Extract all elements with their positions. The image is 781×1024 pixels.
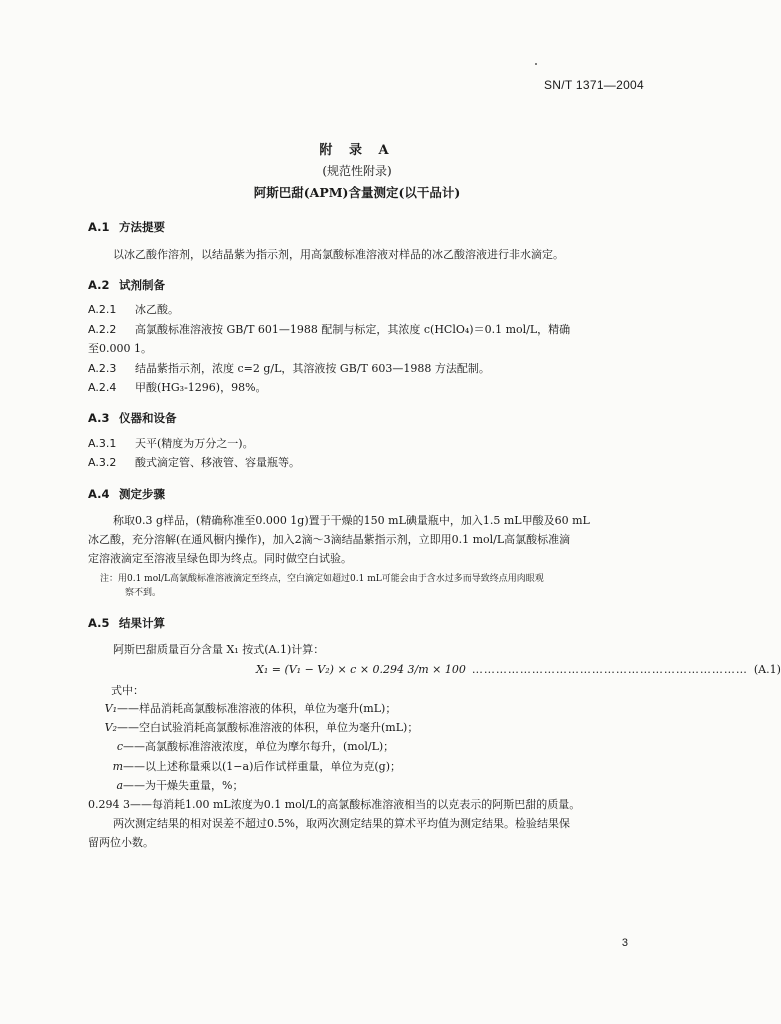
list-item: [88, 323, 570, 337]
list-item: [88, 303, 179, 317]
page-number: 3: [621, 937, 628, 949]
item-text: 天平(精度为万分之一)。: [135, 437, 254, 450]
variable-symbol: c: [116, 740, 123, 753]
formula-intro: 阿斯巴甜质量百分含量 X₁ 按式(A.1)计算：: [113, 643, 325, 656]
item-text: 结晶紫指示剂，浓度 c=2 g/L，其溶液按 GB/T 603—1988 方法配制。: [135, 362, 490, 375]
scan-speck: [535, 63, 537, 65]
section-heading-a2: [88, 277, 165, 293]
item-number: A.2.4: [88, 381, 117, 394]
variable-definition: [72, 702, 396, 716]
section-number: A.2: [88, 278, 110, 292]
constant-definition: 0.294 3——每消耗1.00 mL浓度为0.1 mol/L的高氯酸标准溶液相当的以克表示的阿斯巴甜的质量。: [88, 798, 581, 811]
variable-description: ——空白试验消耗高氯酸标准溶液的体积，单位为毫升(mL)；: [117, 721, 419, 734]
item-text: 酸式滴定管、移液管、容量瓶等。: [135, 456, 300, 469]
section-title: 结果计算: [119, 616, 165, 630]
section-title: 试剂制备: [119, 278, 165, 292]
section-number: A.3: [88, 411, 110, 425]
section-heading-a3: [88, 410, 177, 426]
where-label: 式中：: [111, 684, 144, 697]
item-number: A.3.2: [88, 456, 117, 469]
variable-description: ——高氯酸标准溶液浓度，单位为摩尔每升，(mol/L)；: [123, 740, 395, 753]
paragraph-line: 冰乙酸，充分溶解(在通风橱内操作)，加入2滴～3滴结晶紫指示剂，立即用0.1 mol/L高氯酸标准滴: [88, 533, 571, 546]
variable-symbol: a: [116, 779, 123, 792]
note-line: 注：用0.1 mol/L高氯酸标准溶液滴定至终点，空白滴定如超过0.1 mL可能会由于含水过多而导致终点用肉眼观: [100, 574, 544, 584]
list-item: [88, 381, 267, 395]
formula-a1: [256, 663, 781, 676]
note-line: 察不到。: [125, 588, 162, 598]
result-line: 留两位小数。: [88, 836, 154, 849]
list-item: [88, 456, 300, 470]
paragraph: 以冰乙酸作溶剂，以结晶紫为指示剂，用高氯酸标准溶液对样品的冰乙酸溶液进行非水滴定。: [113, 248, 564, 261]
item-text: 高氯酸标准溶液按 GB/T 601—1988 配制与标定，其浓度 c(HClO₄)＝0.1 mol/L，精确: [135, 323, 571, 336]
section-title: 仪器和设备: [119, 411, 177, 425]
section-heading-a4: [88, 486, 165, 502]
list-item: [88, 437, 254, 451]
section-title: 测定步骤: [119, 487, 165, 501]
result-line: 两次测定结果的相对误差不超过0.5%，取两次测定结果的算术平均值为测定结果。检验结果保: [113, 817, 570, 830]
variable-definition: [72, 721, 418, 735]
standard-code: SN/T 1371—2004: [543, 78, 644, 92]
item-number: A.2.3: [88, 362, 117, 375]
leader-dots: ……………………………………………………………: [471, 663, 748, 676]
item-number: A.3.1: [88, 437, 117, 450]
equation-number: (A.1): [753, 663, 781, 676]
paragraph-line: 称取0.3 g样品，(精确称准至0.000 1g)置于干燥的150 mL碘量瓶中，加入1.5 mL甲酸及60 mL: [113, 514, 590, 527]
variable-definition: [78, 740, 394, 754]
variable-symbol: V₂: [104, 721, 117, 734]
item-text: 甲酸(HG₃-1296)，98%。: [135, 381, 267, 394]
annex-title: 附 录 A: [319, 143, 395, 158]
section-heading-a5: [88, 615, 165, 631]
paragraph-line: 定溶液滴定至溶液呈绿色即为终点。同时做空白试验。: [88, 552, 352, 565]
item-number: A.2.1: [88, 303, 117, 316]
item-number: A.2.2: [88, 323, 117, 336]
variable-definition: [78, 760, 401, 774]
formula-expression: X₁ = (V₁ − V₂) × c × 0.294 3/m × 100: [256, 663, 466, 676]
section-number: A.1: [88, 220, 110, 234]
variable-description: ——为干燥失重量，%；: [123, 779, 244, 792]
annex-name: 阿斯巴甜(APM)含量测定(以干品计): [253, 185, 461, 200]
variable-definition: [78, 779, 243, 793]
section-heading-a1: [88, 219, 165, 235]
item-text: 冰乙酸。: [135, 303, 179, 316]
section-number: A.5: [88, 616, 110, 630]
list-item: [88, 362, 490, 376]
section-number: A.4: [88, 487, 110, 501]
variable-symbol: V₁: [104, 702, 117, 715]
variable-symbol: m: [112, 760, 123, 773]
variable-description: ——样品消耗高氯酸标准溶液的体积，单位为毫升(mL)；: [117, 702, 397, 715]
annex-type: (规范性附录): [322, 164, 392, 178]
item-continuation: 至0.000 1。: [88, 342, 152, 355]
variable-description: ——以上述称量乘以(1−a)后作试样重量，单位为克(g)；: [123, 760, 401, 773]
section-title: 方法提要: [119, 220, 165, 234]
